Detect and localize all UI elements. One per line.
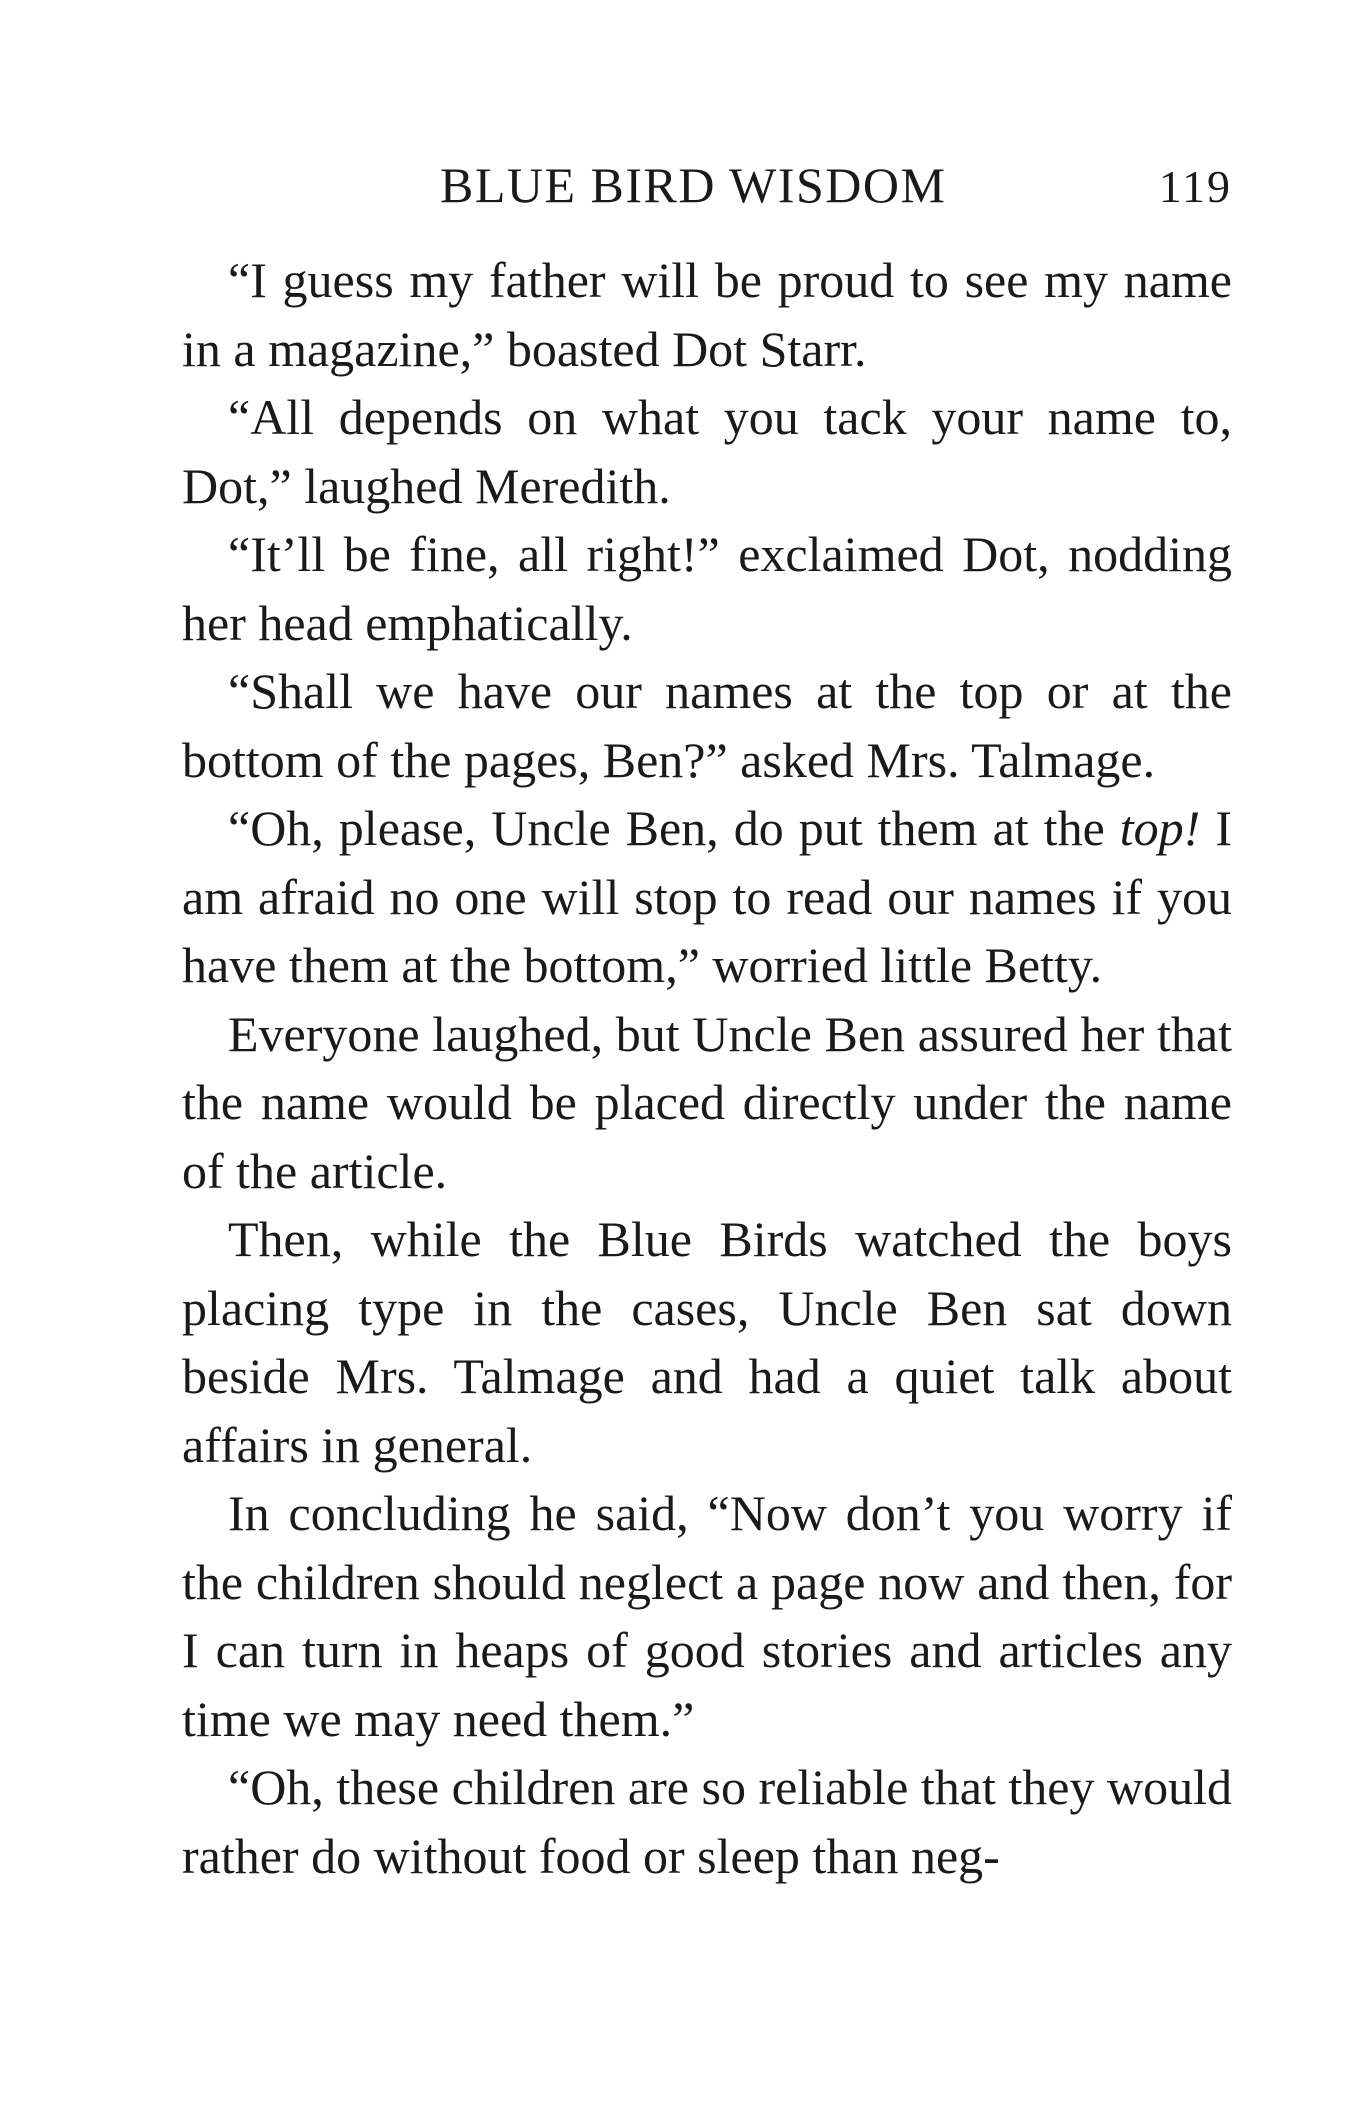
paragraph-3: “It’ll be fine, all right!” exclaimed Dot, nodding her head emphatically. [182, 526, 1232, 651]
running-head [182, 150, 1232, 220]
body-text [182, 246, 1232, 1890]
paragraph-6: Everyone laughed, but Uncle Ben assured her that the name would be placed directly under the name of the article. [182, 1005, 1232, 1199]
paragraph-7: Then, while the Blue Birds watched the boys placing type in the cases, Uncle Ben sat down beside Mrs. Talmage and had a quiet talk about affairs in general. [182, 1211, 1232, 1473]
paragraph-1: “I guess my father will be proud to see my name in a magazine,” boasted Dot Starr. [182, 252, 1232, 377]
paragraph-4: “Shall we have our names at the top or at the bottom of the pages, Ben?” asked Mrs. Talmage. [182, 663, 1232, 788]
paragraph-8: In concluding he said, “Now don’t you worry if the children should neglect a page now and then, for I can turn in heaps of good stories and articles any time we may need them.” [182, 1485, 1232, 1747]
paragraph-9: “Oh, these children are so reliable that they would rather do without food or sleep than neg- [182, 1759, 1232, 1884]
paragraph-5-after: I am afraid no one will stop to read our names if you have them at the bottom,” worried little Betty. [182, 800, 1232, 993]
paragraph-5 [182, 794, 1232, 1000]
paragraph-2: “All depends on what you tack your name to, Dot,” laughed Meredith. [182, 389, 1232, 514]
paragraph-5-before: “Oh, please, Uncle Ben, do put them at the [228, 800, 1120, 856]
page-number: 119 [1158, 161, 1232, 212]
running-title: BLUE BIRD WISDOM [440, 157, 947, 213]
paragraph-5-italic: top! [1119, 800, 1201, 856]
